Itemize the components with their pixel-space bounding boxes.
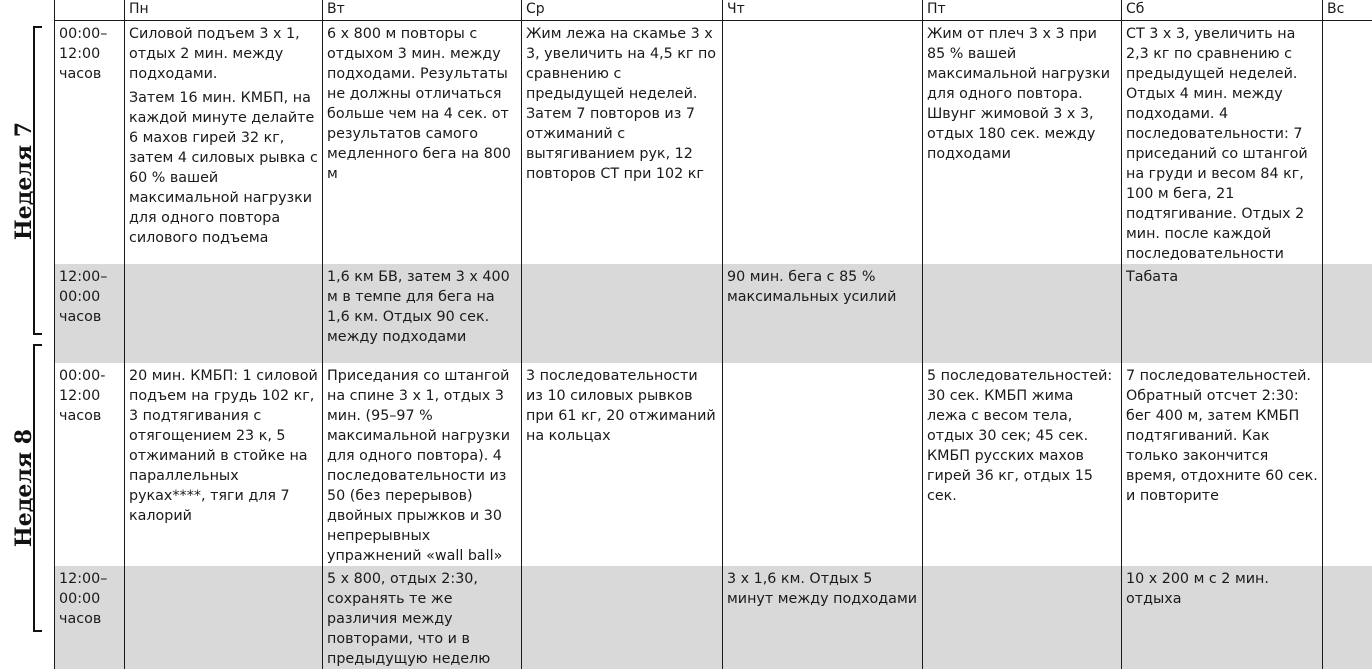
cell-thu: 90 мин. бега с 85 % максимальных усилий xyxy=(723,264,923,363)
header-fri: Пт xyxy=(923,0,1122,21)
cell-thu xyxy=(723,363,923,566)
cell-wed xyxy=(522,264,723,363)
cell-sun xyxy=(1323,566,1372,669)
cell-tue: Приседания со штангой на спине 3 х 1, отдых 3 мин. (95–97 % максимальной нагрузки для одного повтора). 4 последовательности из 50 (без перерывов) двойных прыжков и 30 непрерывных упражнений «wall ball» xyxy=(323,363,522,566)
cell-mon: 20 мин. КМБП: 1 силовой подъем на грудь 102 кг, 3 подтягивания с отягощением 23 к, 5 отжиманий в стойке на параллельных руках****, тяги для 7 калорий xyxy=(125,363,323,566)
cell-tue: 5 х 800, отдых 2:30, сохранять те же различия между повторами, что и в предыдущую неделю xyxy=(323,566,522,669)
cell-wed: 3 последовательности из 10 силовых рывков при 61 кг, 20 отжиманий на кольцах xyxy=(522,363,723,566)
cell-fri: 5 последовательностей: 30 сек. КМБП жима лежа с весом тела, отдых 30 сек; 45 сек. КМБП русских махов гирей 36 кг, отдых 15 сек. xyxy=(923,363,1122,566)
cell-sun xyxy=(1323,21,1372,265)
cell-fri xyxy=(923,264,1122,363)
cell-mon xyxy=(125,264,323,363)
week-7-label xyxy=(4,26,44,335)
header-time xyxy=(55,0,125,21)
header-sun: Вс xyxy=(1323,0,1372,21)
cell-wed: Жим лежа на скамье 3 х 3, увеличить на 4,5 кг по сравнению с предыдущей неделей. Затем 7 повторов из 7 отжиманий с вытягиванием рук, 12 повторов СТ при 102 кг xyxy=(522,21,723,265)
header-tue: Вт xyxy=(323,0,522,21)
week-7-label-text: Неделя 7 xyxy=(11,121,37,239)
time-cell: 00:00- 12:00 часов xyxy=(55,363,125,566)
cell-tue: 1,6 км БВ, затем 3 х 400 м в темпе для бега на 1,6 км. Отдых 90 сек. между подходами xyxy=(323,264,522,363)
cell-mon xyxy=(125,566,323,669)
cell-wed xyxy=(522,566,723,669)
table-row xyxy=(55,21,1372,265)
cell-sun xyxy=(1323,264,1372,363)
cell-mon-text: Силовой подъем 3 х 1, отдых 2 мин. между подходами. xyxy=(129,26,300,82)
cell-sat: 7 последовательностей. Обратный отсчет 2:30: бег 400 м, затем КМБП подтягиваний. Как только закончится время, отдохните 60 сек. и повторите xyxy=(1122,363,1323,566)
cell-tue: 6 х 800 м повторы с отдыхом 3 мин. между подходами. Результаты не должны отличаться больше чем на 4 сек. от результатов самого медленного бега на 800 м xyxy=(323,21,522,265)
table-row xyxy=(55,566,1372,669)
cell-thu xyxy=(723,21,923,265)
cell-sat: 10 х 200 м с 2 мин. отдыха xyxy=(1122,566,1323,669)
week-8-label xyxy=(4,344,44,632)
table-row xyxy=(55,264,1372,363)
header-wed: Ср xyxy=(522,0,723,21)
cell-sun xyxy=(1323,363,1372,566)
cell-thu: 3 х 1,6 км. Отдых 5 минут между подходами xyxy=(723,566,923,669)
header-row xyxy=(55,0,1372,21)
cell-fri xyxy=(923,566,1122,669)
cell-mon xyxy=(125,21,323,265)
cell-fri: Жим от плеч 3 х 3 при 85 % вашей максимальной нагрузки для одного повтора. Швунг жимовой 3 х 3, отдых 180 сек. между подходами xyxy=(923,21,1122,265)
header-mon: Пн xyxy=(125,0,323,21)
header-sat: Сб xyxy=(1122,0,1323,21)
cell-mon-text-extra: Затем 16 мин. КМБП, на каждой минуте делайте 6 махов гирей 32 кг, затем 4 силовых рывка с 60 % вашей максимальной нагрузки для одного повтора силового подъема xyxy=(129,88,318,248)
time-cell: 12:00– 00:00 часов xyxy=(55,566,125,669)
time-cell: 00:00– 12:00 часов xyxy=(55,21,125,265)
cell-sat: СТ 3 х 3, увеличить на 2,3 кг по сравнению с предыдущей неделей. Отдых 4 мин. между подходами. 4 последовательности: 7 приседаний со штангой на груди и весом 84 кг, 100 м бега, 21 подтягивание. Отдых 2 мин. после каждой последовательности xyxy=(1122,21,1323,265)
week-8-bracket xyxy=(33,344,35,632)
table-row xyxy=(55,363,1372,566)
cell-sat: Табата xyxy=(1122,264,1323,363)
training-schedule-table xyxy=(54,0,1372,669)
week-7-bracket xyxy=(33,26,35,335)
week-8-label-text: Неделя 8 xyxy=(11,429,37,547)
time-cell: 12:00– 00:00 часов xyxy=(55,264,125,363)
header-thu: Чт xyxy=(723,0,923,21)
